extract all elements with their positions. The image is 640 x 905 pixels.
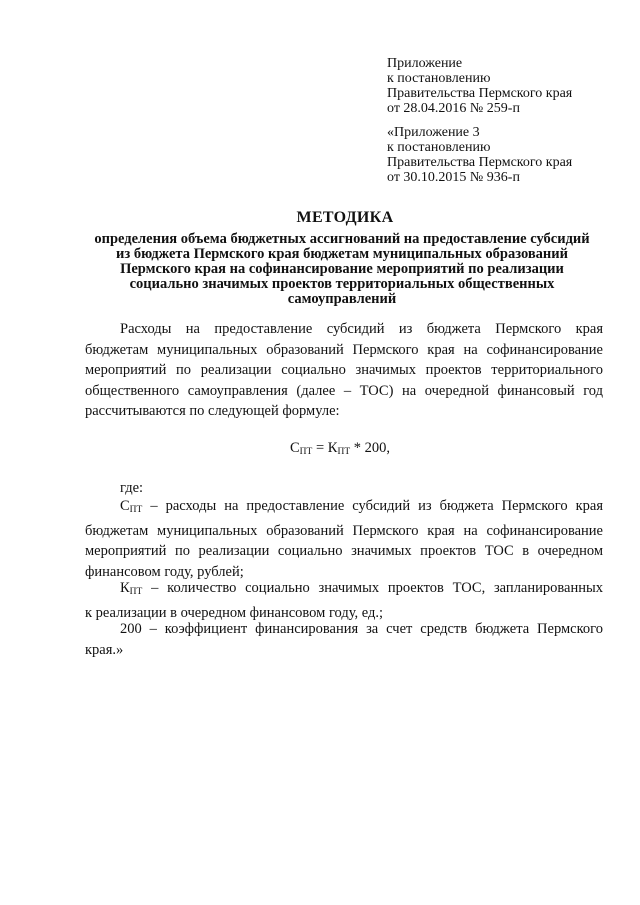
symbol-subscript: ПТ [129, 587, 143, 597]
formula-rest: * 200, [350, 440, 390, 456]
definition-1 [85, 496, 603, 582]
definition-line [85, 496, 603, 521]
attachment-line: Правительства Пермского края [387, 86, 573, 101]
symbol-letter: С [120, 498, 130, 514]
attachment-header-2 [387, 125, 627, 185]
definition-2 [85, 578, 603, 623]
document-subtitle [82, 232, 602, 307]
attachment-line: Приложение [387, 56, 463, 71]
definition-line: 200 – коэффициент финансирования за счет средств бюджета Пермского [120, 621, 603, 637]
formula-equals: = [312, 440, 328, 456]
attachment-line: Правительства Пермского края [387, 155, 573, 170]
attachment-line: к постановлению [387, 71, 491, 86]
subtitle-line: самоуправлений [287, 291, 397, 307]
formula-lhs-subscript: ПТ [299, 447, 313, 457]
definition-line: финансовом году, рублей; [85, 563, 244, 580]
paragraph-line: общественного самоуправления (далее – ТОС) на очередной финансовый год [85, 382, 603, 399]
paragraph-line: Расходы на предоставление субсидий из бюджета Пермского края [120, 321, 603, 337]
definition-symbol [120, 580, 142, 596]
document-title: МЕТОДИКА [296, 209, 394, 226]
attachment-header-1 [387, 56, 627, 116]
definition-line [85, 578, 603, 603]
definition-3 [85, 619, 603, 660]
subtitle-line: из бюджета Пермского края бюджетам муниципальных образований [116, 246, 568, 262]
formula-rhs-subscript: ПТ [337, 447, 351, 457]
paragraph-line: мероприятий по реализации социально значимых проектов территориального [85, 362, 603, 378]
formula-lhs-letter: С [290, 440, 300, 456]
attachment-line: от 28.04.2016 № 259-п [387, 101, 520, 116]
where-label: где: [120, 480, 144, 496]
definition-line: к реализации в очередном финансовом году, ед.; [85, 604, 384, 621]
definition-text: – количество социально значимых проектов ТОС, запланированных [142, 580, 603, 596]
definition-line: мероприятий по реализации социально значимых проектов ТОС в очередном [85, 543, 603, 559]
definition-text: – расходы на предоставление субсидий из бюджета Пермского края [142, 498, 603, 514]
definition-symbol [120, 498, 142, 514]
subtitle-line: Пермского края на софинансирование мероприятий по реализации [120, 261, 564, 277]
definition-line: края.» [85, 641, 124, 658]
formula-rhs-letter: К [327, 440, 338, 456]
symbol-letter: К [120, 580, 130, 596]
attachment-line: от 30.10.2015 № 936-п [387, 170, 520, 185]
paragraph-line: рассчитываются по следующей формуле: [85, 403, 340, 419]
attachment-line: к постановлению [387, 140, 491, 155]
attachment-line: «Приложение 3 [387, 125, 480, 140]
formula [0, 440, 640, 457]
symbol-subscript: ПТ [129, 505, 143, 515]
subtitle-line: определения объема бюджетных ассигнований на предоставление субсидий [94, 231, 590, 247]
subtitle-line: социально значимых проектов территориальных общественных [129, 276, 555, 292]
paragraph-1 [85, 319, 603, 422]
definition-line: бюджетам муниципальных образований Пермского края на софинансирование [85, 522, 603, 539]
paragraph-line: бюджетам муниципальных образований Пермского края на софинансирование [85, 341, 603, 358]
